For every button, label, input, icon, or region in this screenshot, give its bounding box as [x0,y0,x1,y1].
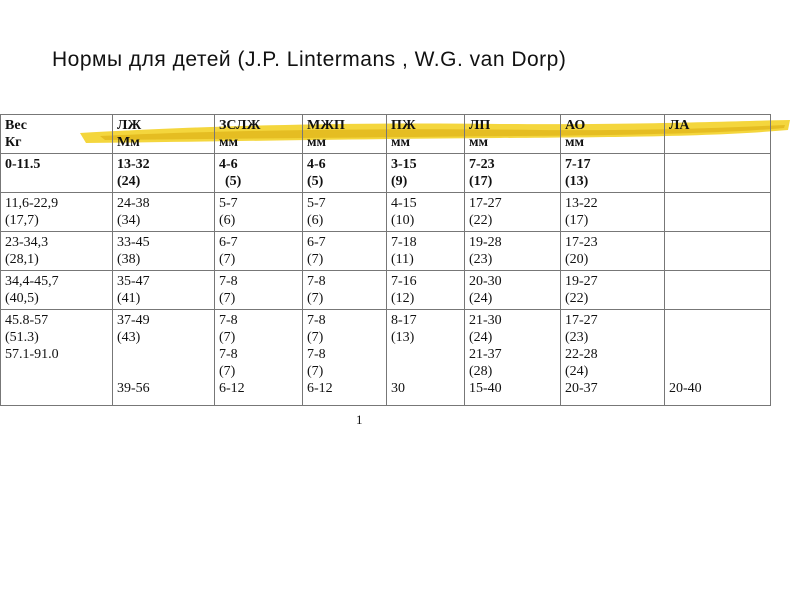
header-la: ЛА [665,115,771,154]
header-zslzh: ЗСЛЖ мм [215,115,303,154]
cell-ao: 19-27 (22) [561,271,665,310]
cell-ao: 13-22 (17) [561,193,665,232]
cell-ao: 17-23 (20) [561,232,665,271]
cell-weight: 23-34,3 (28,1) [1,232,113,271]
cell-weight: 34,4-45,7 (40,5) [1,271,113,310]
cell-la: 20-40 [665,310,771,406]
cell-lp: 17-27 (22) [465,193,561,232]
cell-lp: 21-30 (24) 21-37 (28) 15-40 [465,310,561,406]
cell-la [665,271,771,310]
cell-lp: 7-23 (17) [465,154,561,193]
cell-mzhp: 7-8 (7) [303,271,387,310]
cell-pzh: 7-18 (11) [387,232,465,271]
header-mzhp: МЖП мм [303,115,387,154]
cell-la [665,193,771,232]
table-row [1,193,771,232]
cell-la [665,154,771,193]
table-row [1,271,771,310]
cell-ao: 7-17 (13) [561,154,665,193]
cell-lp: 19-28 (23) [465,232,561,271]
norms-table [0,114,771,406]
cell-pzh: 8-17 (13) 30 [387,310,465,406]
cell-zslzh: 7-8 (7) [215,271,303,310]
cell-mzhp: 4-6 (5) [303,154,387,193]
cell-zslzh: 5-7 (6) [215,193,303,232]
cell-lv: 37-49 (43) 39-56 [113,310,215,406]
cell-lv: 35-47 (41) [113,271,215,310]
header-ao: АО мм [561,115,665,154]
cell-pzh: 3-15 (9) [387,154,465,193]
cell-zslzh: 4-6 (5) [215,154,303,193]
slide-title: Нормы для детей (J.P. Lintermans , W.G. van Dorp) [52,48,567,71]
cell-lv: 24-38 (34) [113,193,215,232]
table-row [1,232,771,271]
table-row [1,310,771,406]
cell-lp: 20-30 (24) [465,271,561,310]
cell-zslzh: 6-7 (7) [215,232,303,271]
cell-weight: 45.8-57 (51.3) 57.1-91.0 [1,310,113,406]
cell-lv: 13-32 (24) [113,154,215,193]
cell-mzhp: 5-7 (6) [303,193,387,232]
page-number: 1 [356,412,363,427]
cell-la [665,232,771,271]
cell-mzhp: 6-7 (7) [303,232,387,271]
cell-pzh: 4-15 (10) [387,193,465,232]
cell-zslzh: 7-8 (7) 7-8 (7) 6-12 [215,310,303,406]
table-row [1,154,771,193]
cell-weight: 11,6-22,9 (17,7) [1,193,113,232]
header-pzh: ПЖ мм [387,115,465,154]
cell-mzhp: 7-8 (7) 7-8 (7) 6-12 [303,310,387,406]
cell-ao: 17-27 (23) 22-28 (24) 20-37 [561,310,665,406]
cell-lv: 33-45 (38) [113,232,215,271]
header-weight: Вес Кг [1,115,113,154]
header-lv: ЛЖ Мм [113,115,215,154]
cell-pzh: 7-16 (12) [387,271,465,310]
header-lp: ЛП мм [465,115,561,154]
cell-weight: 0-11.5 [1,154,113,193]
header-row [1,115,771,154]
